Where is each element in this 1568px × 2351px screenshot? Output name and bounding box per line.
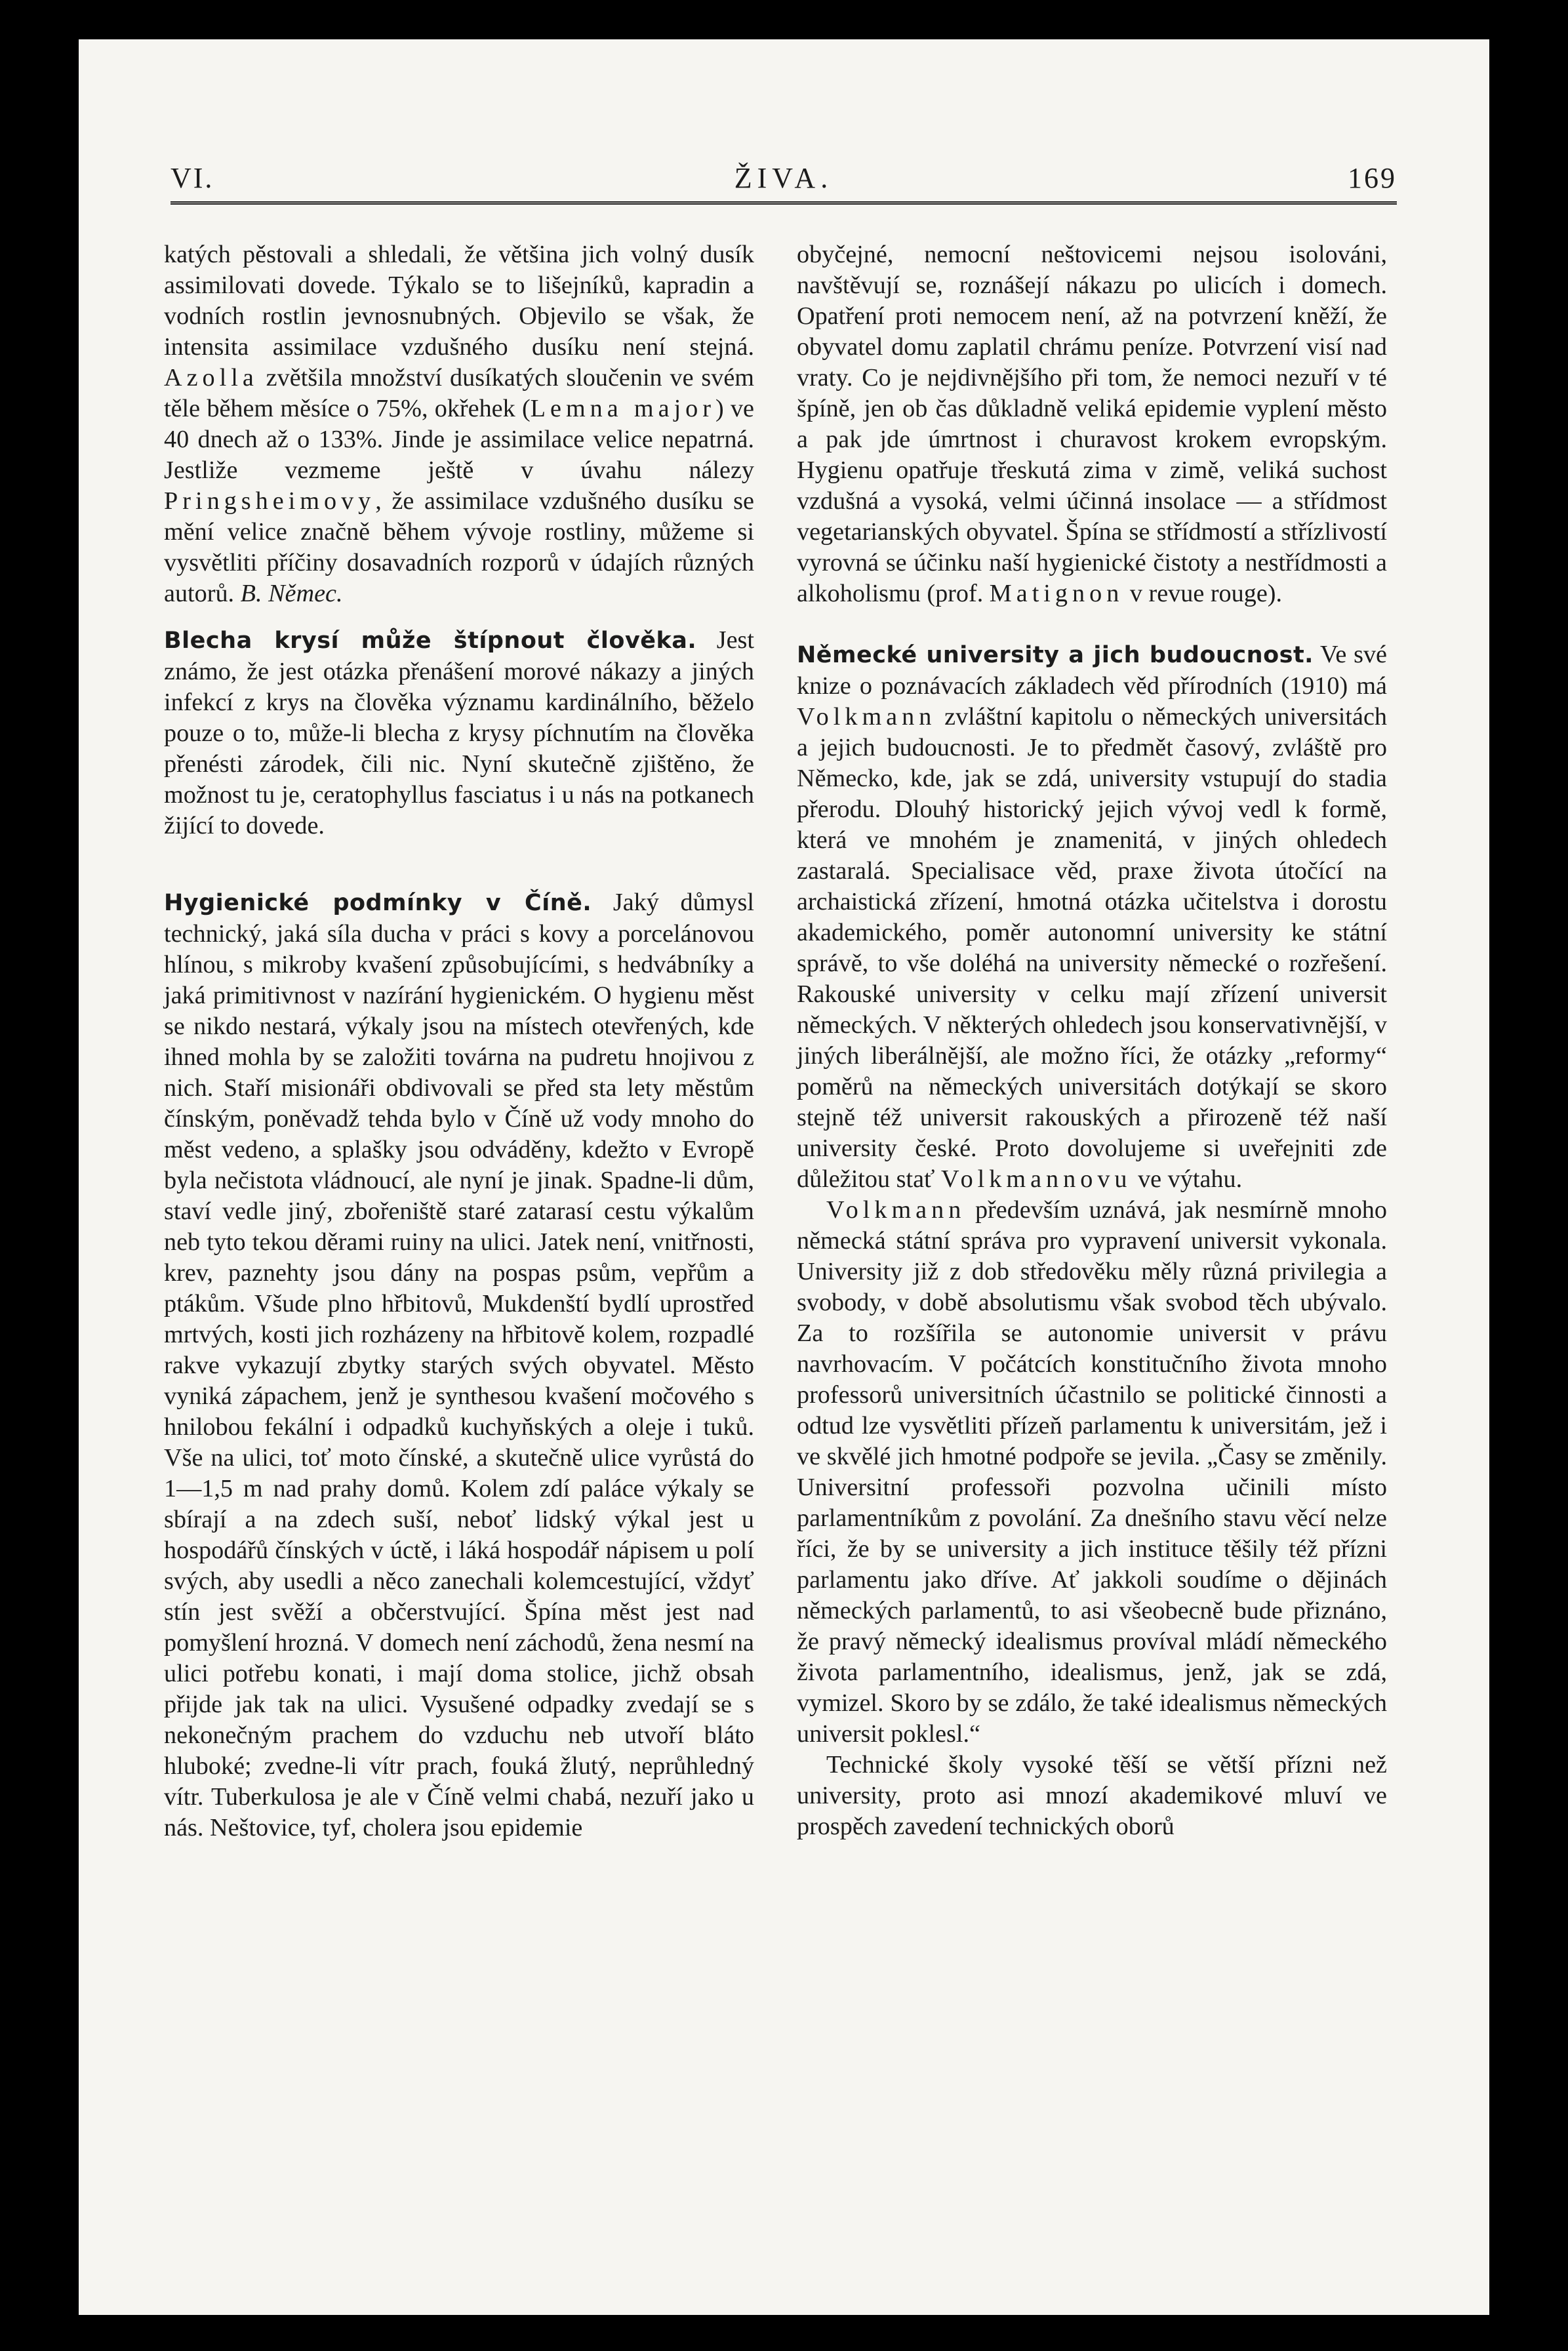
right-column <box>797 239 1387 1842</box>
paragraph: obyčejné, nemocní neštovicemi nejsou isolováni, navštěvují se, roznášejí nákazu po ulicích i domech. Opatření proti nemocem není, až na potvrzení kněží, že obyvatel domu zaplatil chrámu peníze. Potvrzení visí nad vraty. Co je nejdivnějšího při tom, že nemoci nezuří v té špíně, jen ob čas důkladně veliká epidemie vyplení město a pak jde úmrtnost i churavost krokem evropským. Hygienu opatřuje třeskutá zima v zimě, veliká suchost vzdušná a vysoká, velmi účinná insolace — a střídmost vegetarianských obyvatel. Špína se střídmostí a střízlivostí vyrovná se účinku naší hygienické čistoty a nestřídmosti a alkoholismu (prof. Matignon v revue rouge). <box>797 241 1387 607</box>
paragraph: Hygienické podmínky v Číně. Jaký důmysl technický, jaká síla ducha v práci s kovy a porcelánovou hlínou, s mikroby kvašení způsobujícími, s hedvábníky a jaká primitivnost v nazírání hygienickém. O hygienu měst se nikdo nestará, výkaly jsou na místech otevřených, kde ihned mohla by se založiti továrna na pudretu hnojivou z nich. Staří misionáři obdivovali se před sta lety městům čínským, poněvadž tehda bylo v Číně už vody mnoho do měst vedeno, a splašky jsou odváděny, kdežto v Evropě byla nečistota vládnoucí, ale nyní je jinak. Spadne-li dům, staví vedle jiný, zbořeniště staré zatarasí cestu výkalům neb tyto tekou děrami ruiny na ulici. Jatek není, vnitřnosti, krev, paznehty jsou dány na pospas psům, vepřům a ptákům. Všude plno hřbitovů, Mukdenští bydlí uprostřed mrtvých, kosti jich rozházeny na hřbitově kolem, rozpadlé rakve vykazují zbytky starých svých obyvatel. Město vyniká zápachem, jenž je synthesou kvašení močového s hnilobou fekální i odpadků kuchyňských a oleje i tuků. Vše na ulici, toť moto čínské, a skutečně ulice vyrůstá do 1—1,5 m nad prahy domů. Kolem zdí paláce výkaly se sbírají a na zdech suší, neboť lidský výkal jest u hospodářů čínských v úctě, i láká hospodář nápisem u polí svých, aby usedli a něco zanechali kolemcestující, vždyť stín jest svěží a občerstvující. Špína měst jest nad pomyšlení hrozná. V domech není záchodů, žena nesmí na ulici potřebu konati, i mají doma stolice, jichž obsah přijde jak tak na ulici. Vysušené odpadky zvedají se s nekonečným prachem do vzduchu neb utvoří bláto hluboké; zvedne-li vítr prach, fouká žlutý, neprůhledný vítr. Tuberkulosa je ale v Číně velmi chabá, nezuří jako u nás. Neštovice, tyf, cholera jsou epidemie <box>164 889 754 1841</box>
article-hygiena-cina <box>164 887 754 1843</box>
species-name: Lemna major <box>530 395 715 422</box>
article-universities <box>797 639 1387 1842</box>
paragraph: katých pěstovali a shledali, že většina jich volný dusík assimilovati dovede. Týkalo se to lišejníků, kapradin a vodních rostlin jevnosnubných. Objevilo se však, že intensita assimilace vzdušného dusíku není stejná. Azolla zvětšila množství dusíkatých sloučenin ve svém těle během měsíce o 75%, okřehek (Lemna major) ve 40 dnech až o 133%. Jinde je assimilace velice nepatrná. Jestliže vezmeme ještě v úvahu nálezy Pringsheimovy, že assimilace vzdušného dusíku se mění velice značně během vývoje rostliny, můžeme si vysvětliti příčiny dosavadních rozporů v údajích různých autorů. B. Němec. <box>164 241 755 607</box>
species-name: Azolla <box>164 364 258 392</box>
header-rule <box>171 201 1397 206</box>
article-byline: B. Němec. <box>240 580 343 607</box>
paragraph: Technické školy vysoké těší se větší přízni než university, proto asi mnozí akademikové mluví ve prospěch zavedení technických oborů <box>797 1751 1387 1840</box>
paragraph: Německé university a jich budoucnost. Ve své knize o poznávacích základech věd přírodních (1910) má Volkmann zvláštní kapitolu o německých universitách a jejich budoucnosti. Je to předmět časový, zvláště pro Německo, kde, jak se zdá, university vstupují do stadia přerodu. Dlouhý historický jejich vývoj vedl k formě, která ve mnohém je znamenitá, v jiných ohledech zastaralá. Specialisace věd, praxe života útočící na archaistická zřízení, hmotná otázka učitelstva i dorostu akademického, poměr autonomní university ke státní správě, to vše doléhá na university německé o rozřešení. Rakouské university v celku mají zřízení universit německých. V některých ohledech jsou konservativnější, v jiných liberálnější, ale možno říci, že otázky „reformy“ poměrů na německých universitách dotýkají se skoro stejně též universit rakouských a přirozeně též naší university české. Proto dovolujeme si uveřejniti zde důležitou stať Volkmannovu ve výtahu. <box>797 641 1388 1193</box>
author-name: Volkmannovu <box>940 1165 1132 1193</box>
article-heading: Blecha krysí může štípnout člověka. <box>164 628 697 654</box>
author-name: Matignon <box>989 580 1124 607</box>
left-column <box>164 239 754 1843</box>
article-nitrogen-continued <box>164 239 754 609</box>
journal-title: ŽIVA. <box>734 162 834 194</box>
volume-number: VI. <box>171 162 214 194</box>
author-name: Volkmann <box>797 703 936 731</box>
author-name: Pringsheimovy <box>164 487 376 515</box>
paragraph: Blecha krysí může štípnout člověka. Jest známo, že jest otázka přenášení morové nákazy a jiných infekcí z krys na člověka významu kardinálního, běželo pouze o to, může-li blecha z krysy píchnutím na člověka přenésti zárodek, čili nic. Nyní skutečně zjištěno, že možnost tu je, ceratophyllus fasciatus i u nás na potkanech žijící to dovede. <box>164 626 755 839</box>
paragraph: Volkmann především uznává, jak nesmírně mnoho německá státní správa pro vypravení universit vykonala. University již z dob středověku měly různá privilegia a svobody, v době absolutismu však svobod těch ubývalo. Za to rozšířila se autonomie universit v právu navrhovacím. V počátcích konstitučního života mnoho professorů universitních účastnilo se politické činnosti a odtud lze vysvětliti přízeň parlamentu k universitám, jež i ve skvělé jich hmotné podpoře se jevila. „Časy se změnily. Universitní professoři pozvolna učinili místo parlamentníkům z povolání. Za dnešního stavu věcí nelze říci, že by se university a jich instituce těšily též přízni parlamentu jako dříve. Ať jakkoli soudíme o dějinách německých parlamentů, to asi všeobecně bude přiznáno, že pravý německý idealismus províval mládí německého života parlamentního, idealismus, jenž, jak se zdá, vymizel. Skoro by se zdálo, že také idealismus německých universit poklesl.“ <box>797 1196 1387 1748</box>
page-number: 169 <box>1348 162 1397 194</box>
article-hygiena-continued <box>797 239 1387 609</box>
journal-page <box>79 39 1489 2315</box>
page-header <box>171 154 1397 200</box>
article-heading: Hygienické podmínky v Číně. <box>164 890 592 916</box>
author-name: Volkmann <box>826 1196 966 1224</box>
article-heading: Německé university a jich budoucnost. <box>797 642 1314 668</box>
article-blecha <box>164 625 754 841</box>
